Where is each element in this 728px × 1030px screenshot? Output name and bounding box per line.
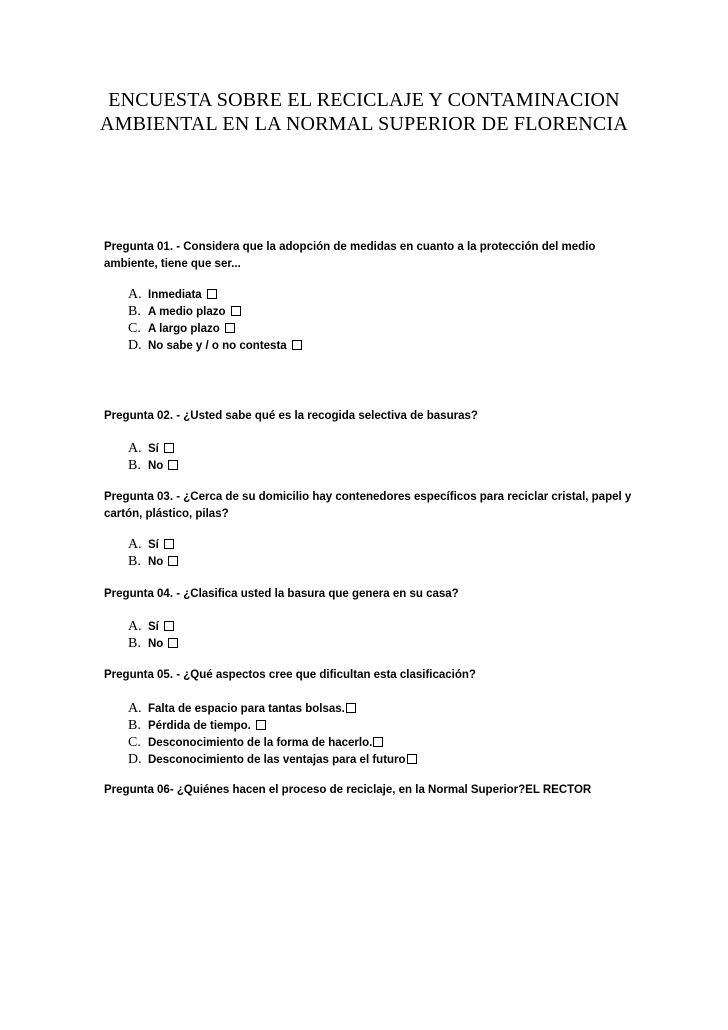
option-label: Desconocimiento de las ventajas para el futuro	[148, 753, 406, 766]
title-line-1: ENCUESTA SOBRE EL RECICLAJE Y CONTAMINACION	[108, 89, 620, 111]
option-letter: B.	[128, 717, 141, 733]
checkbox[interactable]	[225, 323, 235, 333]
option-item	[128, 303, 302, 320]
option-letter: C.	[128, 320, 141, 336]
question-04-text: Pregunta 04. - ¿Clasifica usted la basura que genera en su casa?	[104, 588, 459, 600]
question-06-text: Pregunta 06- ¿Quiénes hacen el proceso de reciclaje, en la Normal Superior?EL RECTOR	[104, 784, 592, 796]
option-label: Sí	[148, 620, 159, 633]
option-label: Sí	[148, 538, 159, 551]
option-item	[128, 717, 417, 734]
option-item	[128, 536, 178, 553]
checkbox[interactable]	[292, 340, 302, 350]
checkbox[interactable]	[164, 539, 174, 549]
option-letter: B.	[128, 635, 141, 651]
option-item	[128, 320, 302, 337]
option-label: Inmediata	[148, 288, 202, 301]
question-03-text: Pregunta 03. - ¿Cerca de su domicilio hay contenedores específicos para reciclar cristal, papel y cartón, plástico, pilas?	[104, 491, 632, 520]
option-letter: D.	[128, 751, 142, 767]
option-label: Falta de espacio para tantas bolsas.	[148, 702, 345, 715]
checkbox[interactable]	[256, 720, 266, 730]
option-letter: A.	[128, 618, 142, 634]
option-label: No sabe y / o no contesta	[148, 339, 287, 352]
option-item	[128, 553, 178, 570]
option-label: No	[148, 637, 164, 650]
question-03-options	[128, 536, 178, 570]
option-item	[128, 440, 178, 457]
option-letter: A.	[128, 440, 142, 456]
checkbox[interactable]	[164, 443, 174, 453]
option-label: Sí	[148, 442, 159, 455]
option-letter: D.	[128, 337, 142, 353]
option-item	[128, 618, 178, 635]
checkbox[interactable]	[168, 638, 178, 648]
option-letter: A.	[128, 536, 142, 552]
checkbox[interactable]	[346, 703, 356, 713]
option-label: No	[148, 555, 164, 568]
option-label: Desconocimiento de la forma de hacerlo.	[148, 736, 373, 749]
option-item	[128, 635, 178, 652]
question-01-options	[128, 286, 302, 354]
option-letter: A.	[128, 700, 142, 716]
option-item	[128, 457, 178, 474]
question-02-options	[128, 440, 178, 474]
option-label: A medio plazo	[148, 305, 226, 318]
checkbox[interactable]	[407, 754, 417, 764]
checkbox[interactable]	[207, 289, 217, 299]
question-05-options	[128, 700, 417, 768]
checkbox[interactable]	[373, 737, 383, 747]
option-letter: B.	[128, 457, 141, 473]
question-04-options	[128, 618, 178, 652]
checkbox[interactable]	[164, 621, 174, 631]
option-label: No	[148, 459, 164, 472]
question-02-text: Pregunta 02. - ¿Usted sabe qué es la recogida selectiva de basuras?	[104, 410, 478, 422]
question-01-text: Pregunta 01. - Considera que la adopción de medidas en cuanto a la protección del medio ambiente, tiene que ser...	[104, 241, 596, 270]
option-letter: B.	[128, 303, 141, 319]
option-letter: B.	[128, 553, 141, 569]
option-label: Pérdida de tiempo.	[148, 719, 251, 732]
option-item	[128, 700, 417, 717]
option-item	[128, 751, 417, 768]
option-item	[128, 337, 302, 354]
option-item	[128, 734, 417, 751]
option-letter: A.	[128, 286, 142, 302]
option-item	[128, 286, 302, 303]
checkbox[interactable]	[168, 460, 178, 470]
option-letter: C.	[128, 734, 141, 750]
checkbox[interactable]	[231, 306, 241, 316]
checkbox[interactable]	[168, 556, 178, 566]
option-label: A largo plazo	[148, 322, 220, 335]
question-05-text: Pregunta 05. - ¿Qué aspectos cree que dificultan esta clasificación?	[104, 669, 476, 681]
title-line-2: AMBIENTAL EN LA NORMAL SUPERIOR DE FLORENCIA	[100, 113, 628, 135]
survey-title	[0, 88, 728, 136]
